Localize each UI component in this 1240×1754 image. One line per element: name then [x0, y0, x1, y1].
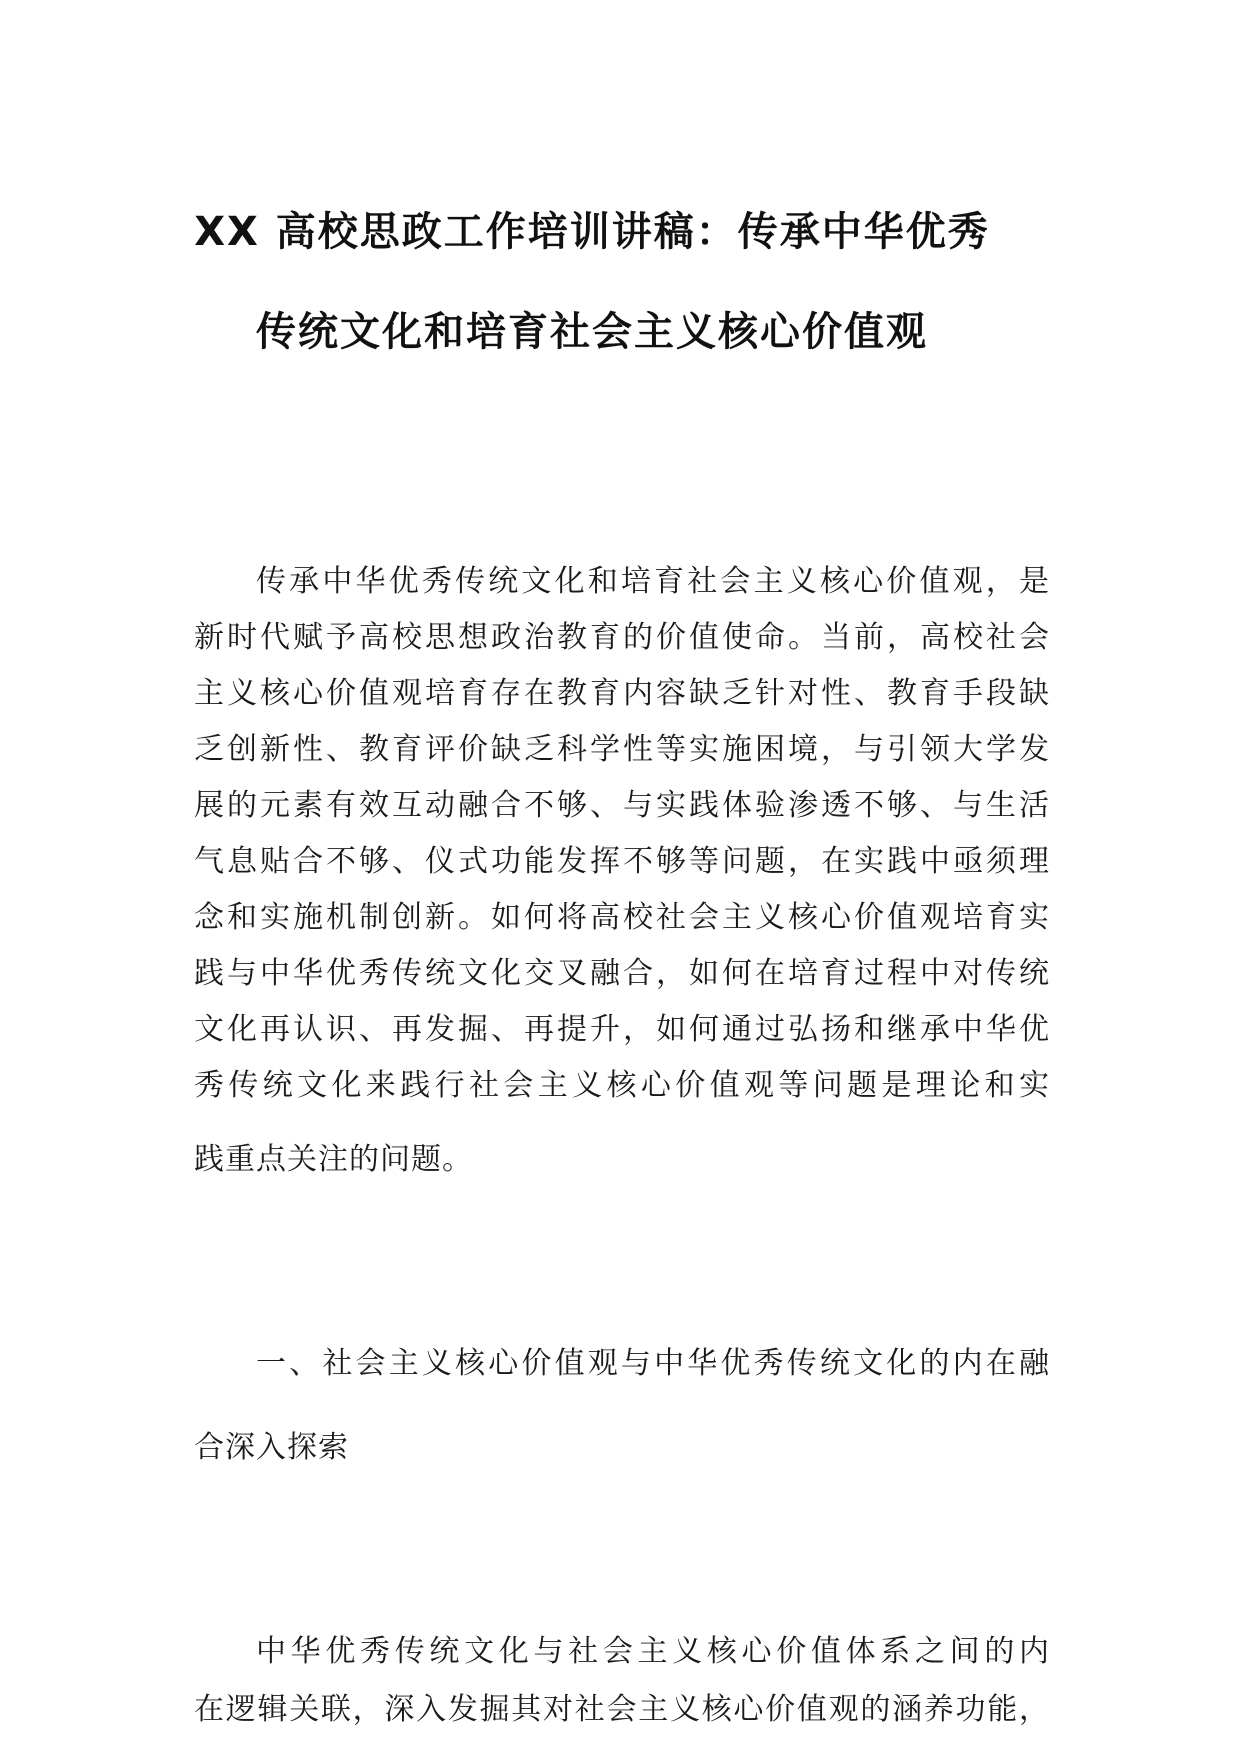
- paragraph-line: 传承中华优秀传统文化和培育社会主义核心价值观，是: [256, 564, 1050, 599]
- document-title-line-2: 传统文化和培育社会主义核心价值观: [256, 309, 928, 355]
- paragraph-line: 展的元素有效互动融合不够、与实践体验渗透不够、与生活: [194, 788, 1050, 823]
- paragraph-line: 乏创新性、教育评价缺乏科学性等实施困境，与引领大学发: [194, 732, 1050, 767]
- paragraph-line: 新时代赋予高校思想政治教育的价值使命。当前，高校社会: [194, 620, 1050, 655]
- paragraph-line: 践重点关注的问题。: [194, 1142, 473, 1177]
- paragraph-line: 文化再认识、再发掘、再提升，如何通过弘扬和继承中华优: [194, 1012, 1050, 1047]
- paragraph-line: 秀传统文化来践行社会主义核心价值观等问题是理论和实: [194, 1068, 1050, 1103]
- paragraph-line: 念和实施机制创新。如何将高校社会主义核心价值观培育实: [194, 900, 1050, 935]
- document-title-line-1: XX 高校思政工作培训讲稿：传承中华优秀: [194, 209, 990, 255]
- heading-line: 合深入探索: [194, 1430, 349, 1465]
- paragraph-line: 气息贴合不够、仪式功能发挥不够等问题，在实践中亟须理: [194, 844, 1050, 879]
- paragraph-line: 主义核心价值观培育存在教育内容缺乏针对性、教育手段缺: [194, 676, 1050, 711]
- heading-line: 一、社会主义核心价值观与中华优秀传统文化的内在融: [256, 1346, 1050, 1381]
- paragraph-line: 中华优秀传统文化与社会主义核心价值体系之间的内: [256, 1634, 1050, 1669]
- paragraph-line: 践与中华优秀传统文化交叉融合，如何在培育过程中对传统: [194, 956, 1050, 991]
- paragraph-line: 在逻辑关联，深入发掘其对社会主义核心价值观的涵养功能，: [194, 1692, 1050, 1727]
